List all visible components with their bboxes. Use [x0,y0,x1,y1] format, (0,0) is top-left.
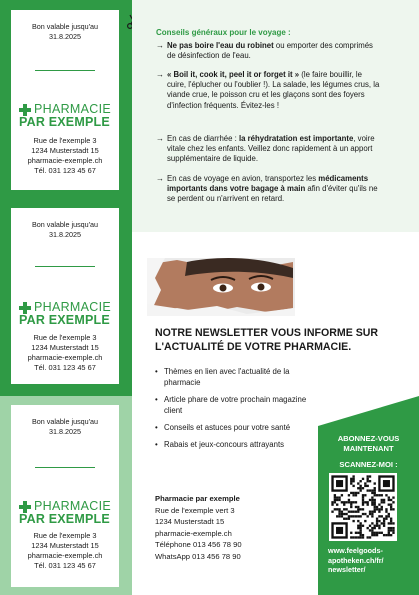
logo-word-par-exemple: PAR EXEMPLE [19,313,110,327]
coupon-city: 1234 Musterstadt 15 [31,343,99,352]
coupon-3[interactable] [11,405,119,587]
coupon-address [11,136,119,176]
coupon-website: pharmacie-exemple.ch [27,156,103,165]
contact-city: 1234 Musterstadt 15 [155,517,225,527]
coupon-validity [11,22,119,42]
list-item: • Rabais et jeux-concours attrayants [155,440,285,449]
coupon-city: 1234 Musterstadt 15 [31,541,99,550]
cta-heading-line: MAINTENANT [343,444,394,453]
coupon-validity-date: 31.8.2025 [49,427,81,436]
coupon-validity-label: Bon valable jusqu'au [31,22,99,31]
logo-word-pharmacie: PHARMACIE [34,499,112,513]
tip-emphasis: la réhydratation est importante [238,134,354,143]
tip-emphasis: « Boil it, cook it, peel it or forget it » [167,70,300,79]
coupon-validity [11,220,119,240]
coupon-phone: Tél. 031 123 45 67 [34,363,96,372]
url-line: newsletter/ [328,565,366,575]
coupon-validity [11,417,119,437]
url-line: apotheken.ch/fr/ [328,555,384,565]
coupon-street: Rue de l'exemple 3 [33,333,97,342]
coupon-strip [0,0,132,595]
coupon-address [11,333,119,373]
tip-item [156,174,381,205]
scan-me-label: SCANNEZ-MOI : [339,460,398,469]
contact-street: Rue de l'exemple vert 3 [155,505,235,515]
tip-item [156,41,381,61]
newsletter-title: NOTRE NEWSLETTER VOUS INFORME SUR L'ACTUALITÉ DE VOTRE PHARMACIE. [155,327,379,353]
coupon-validity-label: Bon valable jusqu'au [31,220,99,229]
coupon-phone: Tél. 031 123 45 67 [34,561,96,570]
arrow-right-icon: → [156,41,164,50]
contact-phone[interactable]: Téléphone 013 456 78 90 [155,540,242,550]
tip-text: afin d'éviter qu'ils ne se perdent ou n'arrivent en retard. [167,184,378,204]
coupon-website: pharmacie-exemple.ch [27,353,103,362]
tip-text: ou emporter des comprimés de désinfection de l'eau. [167,41,373,61]
coupon-fill-line [35,266,95,267]
list-item: • Article phare de votre prochain magazine client [155,395,307,415]
coupon-phone: Tél. 031 123 45 67 [34,166,96,175]
pharmacy-logo [19,300,119,330]
coupon-fill-line [35,467,95,468]
list-item: • Conseils et astuces pour votre santé [155,423,291,432]
url-line: www.feelgoods- [328,546,383,555]
tip-text: , voire vitale chez les enfants. Veillez donc rapidement à un apport supplémentaire de liquide. [167,134,375,164]
travel-tips-panel [132,0,419,232]
coupon-validity-date: 31.8.2025 [49,230,81,239]
coupon-validity-label: Bon valable jusqu'au [31,417,99,426]
coupon-city: 1234 Musterstadt 15 [31,146,99,155]
tip-text: En cas de diarrhée : [167,134,239,143]
pharmacy-logo [19,499,119,529]
contact-website[interactable]: pharmacie-exemple.ch [155,528,232,538]
tip-emphasis: médicaments importants dans votre bagage à main [167,174,369,194]
contact-whatsapp[interactable]: WhatsApp 013 456 78 90 [155,551,241,561]
subscribe-cta[interactable] [318,396,419,595]
newsletter-url[interactable] [328,546,416,575]
tips-title: Conseils généraux pour le voyage : [156,28,291,37]
tip-text: (le faire bouillir, le cuire, l'éplucher ou l'oublier !). La salade, les légumes crus, la viande crue, le poisson cru et les glaçons sont des foyers d'infection fréquents. Évitez-les ! [167,70,380,110]
coupon-address [11,531,119,571]
coupon-website: pharmacie-exemple.ch [27,551,103,560]
tip-item [156,134,381,165]
coupon-2[interactable] [11,208,119,384]
tip-item [156,70,381,111]
coupon-validity-date: 31.8.2025 [49,32,81,41]
cta-heading [318,434,419,454]
benefit-text: Conseils et astuces pour votre santé [164,423,291,432]
logo-word-par-exemple: PAR EXEMPLE [19,115,110,129]
cta-heading-line: ABONNEZ-VOUS [337,434,400,443]
pharmacy-contact [155,493,315,563]
qr-code[interactable] [329,473,397,541]
newsletter-benefits [155,366,315,456]
logo-word-par-exemple: PAR EXEMPLE [19,512,110,526]
arrow-right-icon: → [156,174,164,183]
logo-word-pharmacie: PHARMACIE [34,102,112,116]
benefit-text: Article phare de votre prochain magazine client [164,395,307,415]
coupon-1[interactable] [11,10,119,190]
pharmacy-logo [19,102,119,132]
arrow-right-icon: → [156,70,164,79]
list-item: • Thèmes en lien avec l'actualité de la pharmacie [155,367,290,387]
newsletter-photo [147,258,295,316]
coupon-street: Rue de l'exemple 3 [33,531,97,540]
contact-name: Pharmacie par exemple [155,494,240,503]
arrow-right-icon: → [156,134,164,143]
coupon-fill-line [35,70,95,71]
benefit-text: Rabais et jeux-concours attrayants [164,440,285,449]
benefit-text: Thèmes en lien avec l'actualité de la pharmacie [164,367,290,387]
logo-word-pharmacie: PHARMACIE [34,300,112,314]
tip-emphasis: Ne pas boire l'eau du robinet [167,41,274,50]
tip-text: En cas de voyage en avion, transportez les [167,174,319,183]
coupon-street: Rue de l'exemple 3 [33,136,97,145]
